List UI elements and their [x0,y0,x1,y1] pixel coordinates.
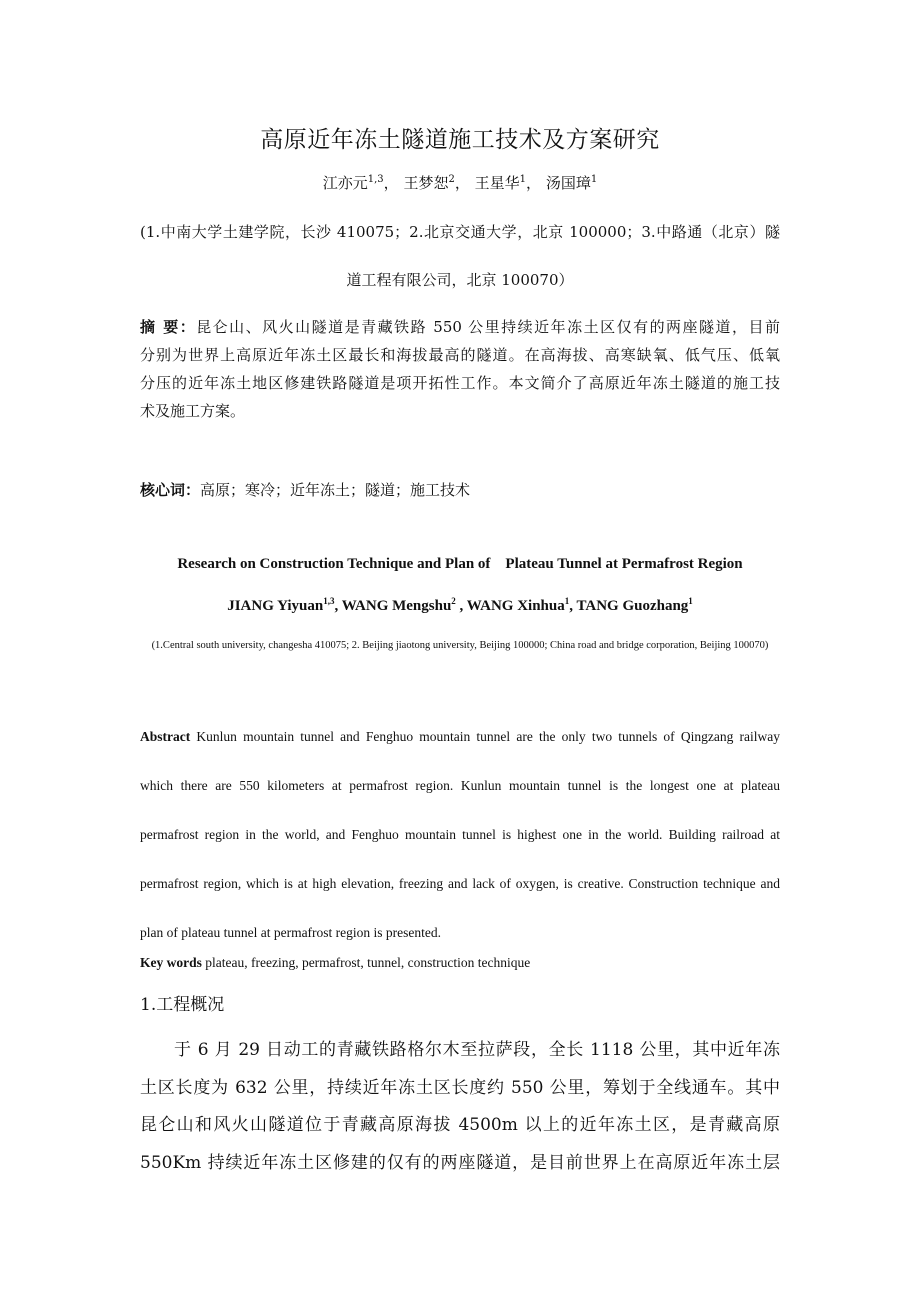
author-affil-sup: 1 [590,174,598,185]
author-separator: , [569,598,577,614]
body-text: 于 6 月 29 日动工的青藏铁路格尔木至拉萨段，全长 1118 公里，其中近年冻 [174,1040,780,1060]
author-name: 汤国璋 [545,174,591,192]
paper-title: 高原近年冻土隧道施工技术及方案研究 [260,127,660,153]
keywords-en-text: plateau, freezing, permafrost, tunnel, construction technique [201,955,531,970]
author-affil-sup: 1 [519,174,527,185]
affiliation-line: 道工程有限公司，北京 100070） [346,271,574,289]
author-affil-sup: 1,3 [323,596,335,606]
abstract-cn-line: 分别为世界上高原近年冻土区最长和海拔最高的隧道。在高海拔、高寒缺氧、低气压、低氧 [140,346,780,364]
body-line: 土区长度为 632 公里，持续近年冻土区长度约 550 公里，筹划于全线通车。其中 [140,1077,780,1098]
english-author-list [0,598,920,615]
author-name: WANG Mengshu [341,598,452,614]
affiliation-line: (1.中南大学土建学院，长沙 410075；2.北京交通大学，北京 100000；3.中路通（北京）隧 [140,223,780,241]
section-heading: 1.工程概况 [140,995,225,1015]
author-list [0,172,920,193]
author-affil-sup: 1 [564,596,570,606]
author-name: 王星华 [474,174,520,192]
author-affil-sup: 2 [448,174,455,185]
author-separator: ， [526,174,542,192]
abstract-en-line [140,712,780,761]
author-separator: , [455,598,467,614]
body-line: 昆仑山和风火山隧道位于青藏高原海拔 4500m 以上的近年冻土区，是青藏高原 [140,1115,780,1135]
english-affiliation: (1.Central south university, changesha 410075; 2. Beijing jiaotong university, Beijing 100000; China road and bridge corporation, Beijing 100070) [151,640,769,651]
author-name: JIANG Yiyuan [227,598,324,614]
body-line: 550Km 持续近年冻土区修建的仅有的两座隧道，是目前世界上在高原近年冻土层 [140,1152,780,1173]
author-affil-sup: 1,3 [367,174,384,185]
abstract-en-line: permafrost region in the world, and Fenghuo mountain tunnel is highest one in the world. Building railroad at [140,827,780,842]
author-name: 江亦元 [322,174,368,192]
author-separator: , [334,598,342,614]
abstract-cn-line: 分压的近年冻土地区修建铁路隧道是项开拓性工作。本文简介了高原近年冻土隧道的施工技 [140,374,780,392]
abstract-cn-label: 摘 要： [140,318,197,336]
abstract-cn-text: 昆仑山、风火山隧道是青藏铁路 550 公里持续近年冻土区仅有的两座隧道，目前 [196,318,780,336]
abstract-en [140,712,780,957]
english-title: Research on Construction Technique and Plan of Plateau Tunnel at Permafrost Region [177,556,743,572]
section-body [140,1032,780,1182]
keywords-cn-label: 核心词： [140,481,201,499]
author-affil-sup: 1 [688,596,693,606]
author-separator: ， [383,174,399,192]
abstract-en-text: Kunlun mountain tunnel and Fenghuo mountain tunnel are the only two tunnels of Qingzang railway [190,729,780,744]
abstract-en-line: permafrost region, which is at high elevation, freezing and lack of oxygen, is creative. Construction technique and [140,876,780,891]
abstract-en-label: Abstract [140,729,191,744]
author-affil-sup: 2 [451,596,456,606]
author-separator: ， [454,174,470,192]
body-line [140,1032,780,1070]
abstract-cn-line: 术及施工方案。 [140,402,246,420]
author-name: WANG Xinhua [466,598,565,614]
affiliation-block [140,208,780,304]
author-name: 王梦恕 [403,174,449,192]
keywords-cn [140,479,470,500]
keywords-en-label: Key words [140,955,202,970]
abstract-cn-line [140,313,780,341]
keywords-en [140,955,530,971]
abstract-cn [140,313,780,425]
abstract-en-line: which there are 550 kilometers at permafrost region. Kunlun mountain tunnel is the longest one at plateau [140,778,780,793]
abstract-en-line: plan of plateau tunnel at permafrost region is presented. [140,925,442,940]
author-name: TANG Guozhang [576,598,689,614]
keywords-cn-text: 高原；寒冷；近年冻土；隧道；施工技术 [200,481,471,499]
